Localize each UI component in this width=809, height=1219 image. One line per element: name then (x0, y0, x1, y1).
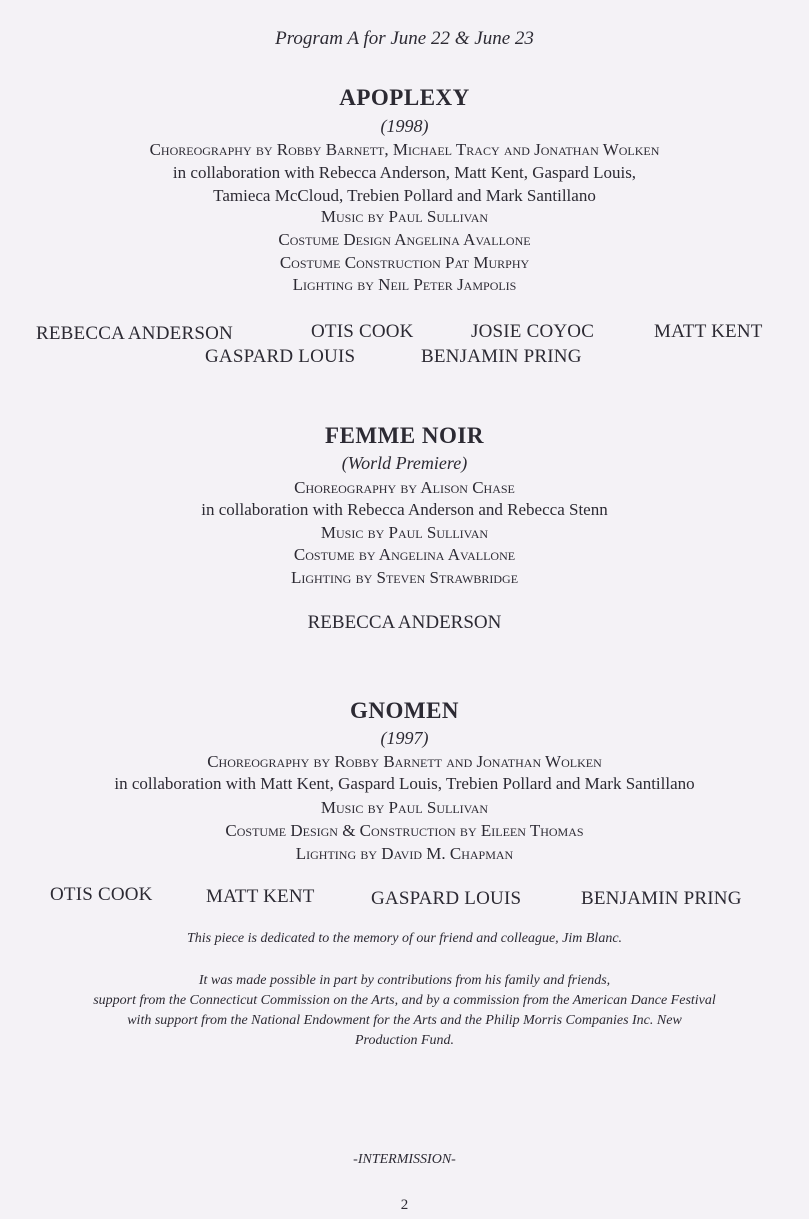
dancer-name: OTIS COOK (311, 321, 414, 342)
acknowledgment-line: Production Fund. (354, 1033, 455, 1048)
piece-year-femme-noir: (World Premiere) (341, 453, 468, 473)
dancer-name: BENJAMIN PRING (421, 346, 582, 367)
dancer-name: GASPARD LOUIS (371, 888, 522, 909)
credit-costume: Costume by Angelina Avallone (293, 545, 516, 564)
credit-collaboration: in collaboration with Rebecca Anderson, Matt Kent, Gaspard Louis, (172, 163, 637, 182)
piece-year-apoplexy: (1998) (380, 116, 429, 136)
intermission-label: -INTERMISSION- (353, 1152, 456, 1167)
program-header: Program A for June 22 & June 23 (275, 28, 534, 49)
credit-lighting: Lighting by Steven Strawbridge (290, 568, 519, 587)
credit-music: Music by Paul Sullivan (320, 523, 489, 542)
piece-title-gnomen: GNOMEN (349, 698, 460, 723)
credit-choreography: Choreography by Robby Barnett and Jonathan Wolken (207, 752, 602, 771)
acknowledgment-line: support from the Connecticut Commission on the Arts, and by a commission from the American Dance Festival (93, 993, 716, 1008)
credit-choreography: Choreography by Robby Barnett, Michael Tracy and Jonathan Wolken (149, 140, 660, 159)
dancer-name: MATT KENT (206, 886, 315, 907)
dancer-name: JOSIE COYOC (471, 321, 595, 342)
dancer-name: BENJAMIN PRING (581, 888, 742, 909)
acknowledgment-line: It was made possible in part by contributions from his family and friends, (198, 973, 611, 988)
credit-music: Music by Paul Sullivan (320, 207, 489, 226)
credit-collaboration: in collaboration with Matt Kent, Gaspard Louis, Trebien Pollard and Mark Santillano (114, 774, 695, 793)
credit-costume-construction: Costume Construction Pat Murphy (279, 253, 530, 272)
dancer-name: OTIS COOK (50, 884, 153, 905)
dancer-name: GASPARD LOUIS (205, 346, 356, 367)
credit-choreography: Choreography by Alison Chase (294, 478, 515, 497)
dancer-name: MATT KENT (654, 321, 763, 342)
acknowledgment-line: with support from the National Endowment for the Arts and the Philip Morris Companies Inc. New (127, 1013, 682, 1028)
piece-title-femme-noir: FEMME NOIR (325, 423, 484, 448)
piece-year-gnomen: (1997) (380, 728, 429, 748)
credit-collaboration: in collaboration with Rebecca Anderson and Rebecca Stenn (201, 500, 608, 519)
dedication-note: This piece is dedicated to the memory of our friend and colleague, Jim Blanc. (186, 931, 623, 946)
credit-collaboration-cont: Tamieca McCloud, Trebien Pollard and Mark Santillano (213, 186, 596, 205)
dancer-name: REBECCA ANDERSON (307, 612, 502, 633)
credit-costume-design: Costume Design Angelina Avallone (278, 230, 531, 249)
credit-lighting: Lighting by David M. Chapman (295, 844, 514, 863)
credit-lighting: Lighting by Neil Peter Jampolis (292, 275, 517, 294)
page-number: 2 (400, 1197, 409, 1213)
dancer-name: REBECCA ANDERSON (36, 323, 233, 344)
credit-music: Music by Paul Sullivan (320, 798, 489, 817)
credit-costume-design-construction: Costume Design & Construction by Eileen Thomas (225, 821, 584, 840)
piece-title-apoplexy: APOPLEXY (339, 85, 470, 110)
